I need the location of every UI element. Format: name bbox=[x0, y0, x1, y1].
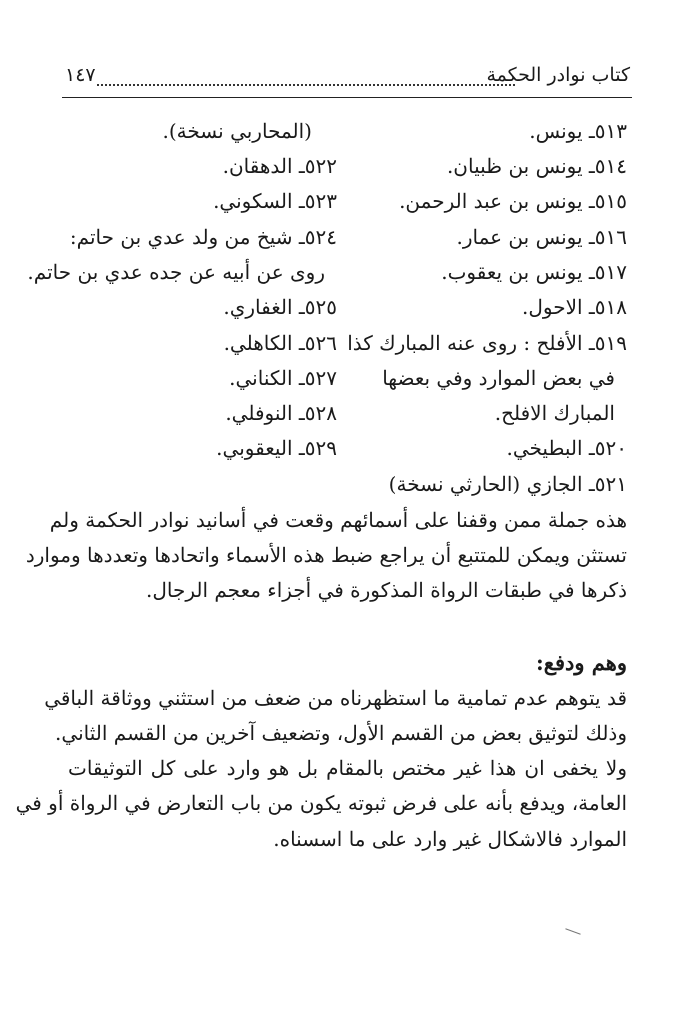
paragraph-line: ذكرها في طبقات الرواة المذكورة في أجزاء معجم الرجال. bbox=[145, 578, 627, 602]
header-rule bbox=[62, 97, 632, 98]
paragraph-line: هذه جملة ممن وقفنا على أسمائهم وقعت في أسانيد نوادر الحكمة ولم bbox=[49, 508, 627, 532]
narrator-entry: ٥٢١ـ الجازي (الحارثي نسخة) bbox=[388, 472, 627, 496]
page-header bbox=[65, 64, 630, 94]
section-heading: وهم ودفع: bbox=[536, 650, 627, 675]
narrator-entry: ٥١٨ـ الاحول. bbox=[522, 295, 627, 319]
narrator-entry: ٥٢٨ـ النوفلي. bbox=[225, 401, 337, 425]
book-title: كتاب نوادر الحكمة bbox=[486, 64, 630, 86]
narrator-entry: ٥١٦ـ يونس بن عمار. bbox=[456, 225, 627, 249]
narrator-entry-continuation: المبارك الافلح. bbox=[494, 401, 615, 425]
narrator-entry: ٥٢٥ـ الغفاري. bbox=[223, 295, 337, 319]
paragraph-line: ولا يخفى ان هذا غير مختص بالمقام بل هو وارد على كل التوثيقات bbox=[68, 756, 627, 780]
narrator-entry: ٥١٣ـ يونس. bbox=[529, 119, 627, 143]
narrator-entry: ٥٢٣ـ السكوني. bbox=[213, 189, 337, 213]
narrator-entry: ٥٢٩ـ اليعقوبي. bbox=[216, 436, 337, 460]
narrator-entry: ٥٢٢ـ الدهقان. bbox=[222, 154, 337, 178]
narrator-entry: ٥١٩ـ الأفلح : روى عنه المبارك كذا bbox=[347, 331, 627, 355]
page-number: ١٤٧ bbox=[65, 64, 96, 86]
paragraph-line: وذلك لتوثيق بعض من القسم الأول، وتضعيف آخرين من القسم الثاني. bbox=[55, 721, 627, 745]
narrator-entry-continuation: روى عن أبيه عن جده عدي بن حاتم. bbox=[27, 260, 325, 284]
narrator-entry: ٥١٧ـ يونس بن يعقوب. bbox=[441, 260, 627, 284]
narrator-entry: ٥٢٦ـ الكاهلي. bbox=[223, 331, 337, 355]
narrator-entry: ٥١٤ـ يونس بن ظبيان. bbox=[446, 154, 627, 178]
stray-mark bbox=[565, 928, 580, 934]
narrator-entry-continuation: (المحاربي نسخة). bbox=[162, 119, 312, 143]
narrator-entry: ٥١٥ـ يونس بن عبد الرحمن. bbox=[399, 189, 627, 213]
paragraph-line: العامة، ويدفع بأنه على فرض ثبوته يكون من باب التعارض في الرواة أو في bbox=[15, 791, 627, 815]
narrator-entry: ٥٢٧ـ الكناني. bbox=[229, 366, 337, 390]
paragraph-line: قد يتوهم عدم تمامية ما استظهرناه من ضعف من استثني ووثاقة الباقي bbox=[44, 686, 627, 710]
narrator-entry-continuation: في بعض الموارد وفي بعضها bbox=[382, 366, 615, 390]
header-leader-dots bbox=[97, 84, 515, 86]
paragraph-line: تستثن ويمكن للمتتبع أن يراجع ضبط هذه الأسماء واتحادها وتعددها وموارد bbox=[25, 543, 627, 567]
paragraph-line: الموارد فالاشكال غير وارد على ما اسسناه. bbox=[273, 827, 627, 851]
narrator-entry: ٥٢٤ـ شيخ من ولد عدي بن حاتم: bbox=[69, 225, 337, 249]
narrator-entry: ٥٢٠ـ البطيخي. bbox=[506, 436, 627, 460]
